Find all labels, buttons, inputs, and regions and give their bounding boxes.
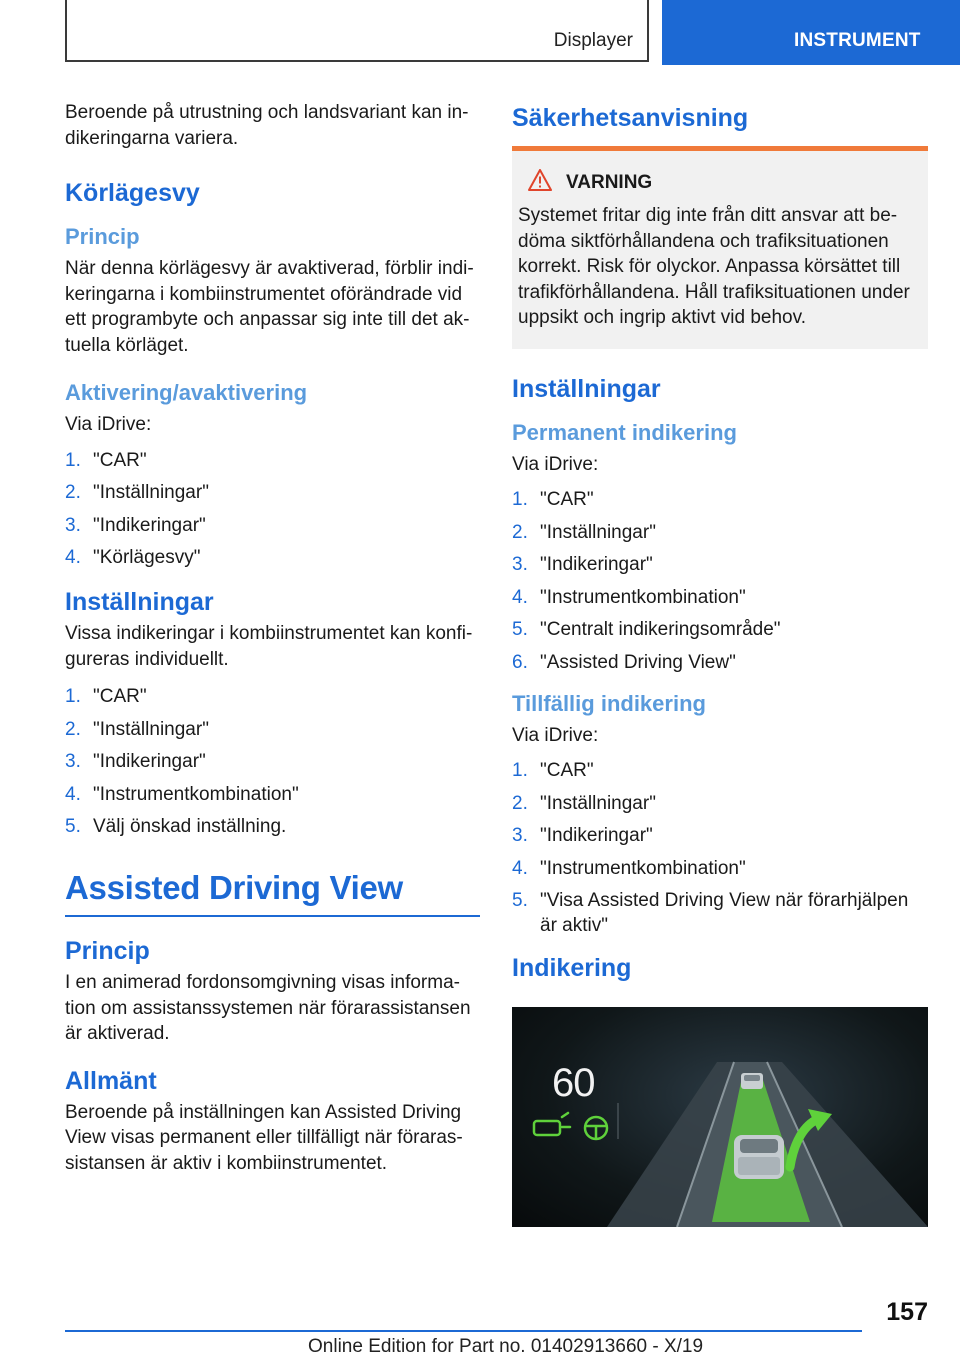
list-item: 1. "CAR" (512, 489, 594, 510)
tillfallig-steps (512, 758, 928, 938)
steering-wheel-icon (585, 1117, 607, 1139)
list-item: 2. "Inställningar" (65, 718, 209, 740)
warning-header (528, 169, 920, 197)
list-item: 2. "Inställningar" (512, 792, 656, 814)
heading-aktivering: Aktivering/avaktivering (65, 380, 308, 405)
heading-installningar: Inställningar (65, 588, 214, 616)
installningar-text: Vissa indikeringar i kombiinstrumentet kan konfi-gureras individuellt. (65, 623, 473, 670)
footer-edition: Online Edition for Part no. 01402913660 - X/19 (308, 1336, 704, 1357)
list-item: 5. "Visa Assisted Driving View när förarhjälpen är aktiv" (512, 890, 909, 936)
via-idrive-text: Via iDrive: (65, 414, 152, 435)
page-number: 157 (886, 1298, 928, 1326)
list-item: 3. "Indikeringar" (65, 514, 206, 536)
instrument-cluster-graphic (512, 1007, 928, 1227)
section-divider (65, 915, 480, 917)
list-item: 3. "Indikeringar" (65, 751, 206, 772)
list-item: 4. "Instrumentkombination" (65, 783, 299, 805)
installningar-steps (65, 684, 480, 839)
via-idrive-tillfallig: Via iDrive: (512, 724, 599, 746)
list-item: 5. Välj önskad inställning. (65, 816, 287, 837)
heading-assisted-driving-view: Assisted Driving View (65, 869, 403, 906)
left-column (65, 100, 480, 1176)
list-item: 2. "Inställningar" (65, 482, 209, 503)
list-item: 5. "Centralt indikeringsområde" (512, 619, 781, 640)
list-item: 1. "CAR" (512, 760, 594, 781)
heading-allmant: Allmänt (65, 1066, 157, 1095)
section-tab (65, 0, 649, 62)
list-item: 4. "Instrumentkombination" (512, 857, 746, 879)
list-item: 2. "Inställningar" (512, 521, 656, 543)
heading-princip-adv: Princip (65, 937, 150, 965)
list-item: 3. "Indikeringar" (512, 825, 653, 846)
page-header (0, 0, 960, 66)
adv-princip-text: I en animerad fordonsomgivning visas informa-tion om assistanssystemen när förarassistansen är aktiverad. (65, 972, 471, 1044)
heading-princip: Princip (65, 224, 140, 249)
list-item: 1. "CAR" (65, 686, 147, 707)
list-item: 3. "Indikeringar" (512, 554, 653, 575)
permanent-steps (512, 487, 928, 675)
heading-korlagesvy: Körlägesvy (65, 179, 200, 207)
chapter-label: INSTRUMENT (794, 30, 921, 51)
warning-triangle-icon (528, 169, 552, 197)
heading-installningar-right: Inställningar (512, 374, 661, 403)
chapter-tab (662, 0, 960, 65)
list-item: 1. "CAR" (65, 449, 147, 471)
right-column (512, 100, 928, 1227)
intro-text: Beroende på utrustning och landsvariant kan in-dikeringarna variera. (65, 102, 469, 149)
princip-text: När denna körlägesvy är avaktiverad, förblir indi-keringarna i kombiinstrumentet oförändrade vid ett programbyte och anpassar sig inte till det ak-tuella körläget. (65, 258, 474, 356)
warning-text: Systemet fritar dig inte från ditt ansvar att be-döma siktförhållandena och trafiksituationen korrekt. Risk för olyckor. Anpassa körsättet till trafikförhållandena. Håll trafiksituationen under uppsikt och ingrip aktivt vid behov. (518, 205, 910, 328)
list-item: 4. "Instrumentkombination" (512, 586, 746, 608)
allmant-text: Beroende på inställningen kan Assisted Driving View visas permanent eller tillfälligt när föraras-sistansen är aktiv i kombiinstrumentet. (65, 1101, 463, 1174)
footer-divider (65, 1330, 862, 1332)
list-item: 4. "Körlägesvy" (65, 547, 201, 568)
warning-box (512, 151, 928, 349)
speed-readout: 60 (552, 1061, 595, 1105)
heading-indikering: Indikering (512, 954, 632, 982)
aktivering-steps (65, 448, 480, 571)
heading-tillfallig: Tillfällig indikering (512, 690, 706, 716)
lane-assist-icon (534, 1113, 570, 1135)
list-item: 6. "Assisted Driving View" (512, 651, 736, 673)
via-idrive-permanent: Via iDrive: (512, 453, 599, 475)
section-label: Displayer (553, 30, 633, 51)
heading-permanent: Permanent indikering (512, 419, 737, 445)
assisted-driving-view-illustration (512, 1007, 928, 1227)
heading-sakerhetsanvisning: Säkerhetsanvisning (512, 104, 749, 132)
warning-label: VARNING (566, 172, 653, 193)
